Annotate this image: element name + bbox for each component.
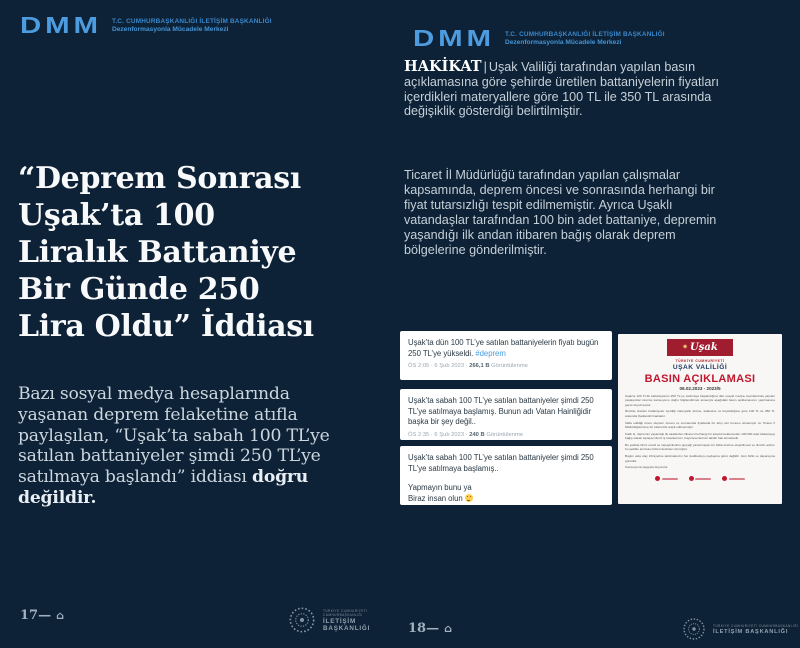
footer-logo-line2: İLETİŞİM BAŞKANLIĞI <box>713 628 789 635</box>
page-number: 18— <box>408 621 440 636</box>
dmm-tagline <box>112 18 272 34</box>
page-left <box>0 0 390 648</box>
claim-summary-text: Bazı sosyal medya hesaplarında yaşanan deprem felaketine atıfla paylaşılan, “Uşak’ta sabah 100 TL’ye satılan battaniyeler şimdi 250 TL’ye satılmaya başlandı” iddiası <box>18 384 330 488</box>
press-paragraph: Uşak'ta 100 TL'lik battaniyelerin 250 TL'ye satılmaya başlandığına dair sosyal medya mecralarında yapılan paylaşımlar üzerine kamuoyunu doğru bilgilendirmek amacıyla aşağıdaki basın açıklamasının yapılmasına gerek duyulmuştur. <box>625 394 775 407</box>
press-paragraph: Bugün asla olay zihniyetine takılmaksızın her dedikoduyu paylaşma günü değildir. Gün birlik ve dayanışma günüdür. <box>625 454 775 463</box>
tweet-views: 266,1 B <box>469 363 490 370</box>
tagline-line2: Dezenformasyonla Mücadele Merkezi <box>111 26 229 34</box>
press-release-date: 06.02.2023 - 2023/5 <box>679 386 721 391</box>
claim-title: “Deprem Sonrası Uşak’ta 100 Liralık Battaniye Bir Günde 250 Lira Oldu” İddiası <box>18 161 314 344</box>
footer-logo-line2: İLETİŞİM BAŞKANLIĞI <box>323 617 371 632</box>
footer-logo-line1: TÜRKİYE CUMHURİYETİ CUMHURBAŞKANLIĞI <box>323 608 368 617</box>
dmm-wordmark: DMM <box>20 12 102 38</box>
usak-city-logo <box>667 339 733 356</box>
tweet-timestamp: ÖS 2:35 · 6 Şub 2023 · <box>408 431 470 438</box>
press-release-screenshot <box>618 334 782 504</box>
tweet-text-line2: Yapmayın bunu ya <box>408 483 472 493</box>
hashtag-link: #deprem <box>475 348 506 358</box>
dmm-logo <box>413 27 665 50</box>
verdict-label: HAKİKAT <box>404 58 482 75</box>
claim-summary <box>18 384 352 509</box>
dmm-tagline <box>505 31 665 47</box>
tweet-body: Uşak’ta dün 100 TL’ye satılan battaniyelerin fiyatı bugün 250 TL’ye yükseldi. <box>408 338 599 358</box>
page-footer-right <box>408 621 452 636</box>
home-icon[interactable]: ⌂ <box>444 622 452 635</box>
press-paragraph: İlimizde üretilen battaniyeler içerdiği materyalin türüne, kalitesine ve büyüklüğüne göre 100 TL ile 350 TL arasında fiyatlandırılmaktadır. <box>625 409 775 418</box>
press-release-body <box>625 394 775 472</box>
social-item <box>722 476 745 481</box>
tagline-line2: Dezenformasyonla Mücadele Merkezi <box>504 39 622 47</box>
social-item <box>689 476 712 481</box>
tweet-meta <box>408 363 605 369</box>
press-release-title: BASIN AÇIKLAMASI <box>644 372 756 385</box>
iletisim-baskanligi-logo <box>682 617 798 641</box>
fact-paragraph-2: Ticaret İl Müdürlüğü tarafından yapılan çalışmalar kapsamında, deprem öncesi ve sonrasında herhangi bir fiyat tutarsızlığı tespit edilmemiştir. Ayrıca Uşaklı vatandaşlar tarafından 100 bin adet battaniye, depremin yaşandığı ilk andan itibaren bağış olarak deprem bölgelerine gönderilmiştir. <box>404 168 717 257</box>
tweet-views: 240 B <box>469 431 485 438</box>
page-number: 17— <box>20 608 52 623</box>
press-paragraph: Kamuoyuna saygıyla duyurulur. <box>625 465 669 470</box>
press-paragraph: Kaldı ki, depremin yaşandığı ilk saatlerden itibaren herhangi bir karşılık beklemeden 100.000 adet battaniyeyi bağış olarak toplayan ilimiz iş insanlarımız, hayırseverlerimiz takdiri hak etmektedir. <box>625 431 775 441</box>
press-paragraph: Bu şekilde ilimiz esnaf ve sanayicilerinin gerçeği yansıtmayan bir iddia üzerine eleştirilmesi ve ilimizin adının bu şekilde anılması bizleri derinden üzmüştür. <box>625 443 775 452</box>
fact-text-1: Uşak Valiliği tarafından yapılan basın açıklamasına göre şehirde üretilen battaniyelerin fiyatları içerdikleri materyallere göre 100 TL ile 350 TL arasında değişiklik gösterdiği belirtilmiştir. <box>404 60 720 119</box>
tweet-text: Uşak’ta sabah 100 TL’ye satılan battaniyeler şimdi 250 TL’ye satılmaya başlamış.. <box>408 453 594 473</box>
home-icon[interactable]: ⌂ <box>56 609 64 622</box>
city-name: Uşak <box>690 341 718 353</box>
social-item <box>655 476 678 481</box>
page-right <box>390 0 800 648</box>
social-icon <box>655 476 660 481</box>
verdict-separator: | <box>483 60 487 74</box>
tweet-meta <box>408 432 605 438</box>
tagline-line1: T.C. CUMHURBAŞKANLIĞI İLETİŞİM BAŞKANLIĞI <box>111 17 272 25</box>
iletisim-baskanligi-logo <box>288 606 390 634</box>
smiley-emoji-icon <box>465 494 473 502</box>
fact-paragraph-1 <box>404 60 740 119</box>
presidency-emblem-icon <box>288 606 316 634</box>
press-paragraph: İddia edildiği üzere deprem öncesi ve sonrasında fiyatlarda bir artış söz konusu olmamıştır ve Ticaret İl Müdürlüğümüzce bir tutarsızlık tespit edilmemiştir. <box>625 420 775 429</box>
tweet-text <box>408 338 605 359</box>
footer-logo-line1: TÜRKİYE CUMHURİYETİ CUMHURBAŞKANLIĞI <box>713 623 799 628</box>
star-icon: ✷ <box>682 344 689 351</box>
tweet-screenshot-2 <box>400 389 612 440</box>
tweet-views-label: Görüntülenme <box>484 431 524 438</box>
dmm-wordmark: DMM <box>413 25 495 51</box>
social-icon <box>689 476 694 481</box>
tweet-timestamp: ÖS 2:05 · 6 Şub 2023 · <box>408 363 470 370</box>
press-republic-line: TÜRKİYE CUMHURİYETİ <box>675 358 725 363</box>
page-footer-left <box>20 608 64 623</box>
tweet-screenshot-1 <box>400 331 612 380</box>
press-social-row <box>655 476 745 481</box>
tweet-text: Uşak’ta sabah 100 TL’ye satılan battaniyeler şimdi 250 TL’ye satılmaya başlamış. Bunun adı Vatan Hainliğidir başka bir şey değil.. <box>408 396 594 427</box>
claim-verdict-bold: doğru değildir. <box>18 467 309 508</box>
presidency-emblem-icon <box>682 617 706 641</box>
social-icon <box>722 476 727 481</box>
dmm-logo <box>20 14 272 37</box>
press-governorship-line: UŞAK VALİLİĞİ <box>672 363 728 371</box>
tweet-views-label: Görüntülenme <box>489 363 528 370</box>
tweet-screenshot-3 <box>400 446 612 505</box>
tagline-line1: T.C. CUMHURBAŞKANLIĞI İLETİŞİM BAŞKANLIĞI <box>504 30 665 38</box>
tweet-text-line3: Biraz insan olun <box>408 494 605 505</box>
